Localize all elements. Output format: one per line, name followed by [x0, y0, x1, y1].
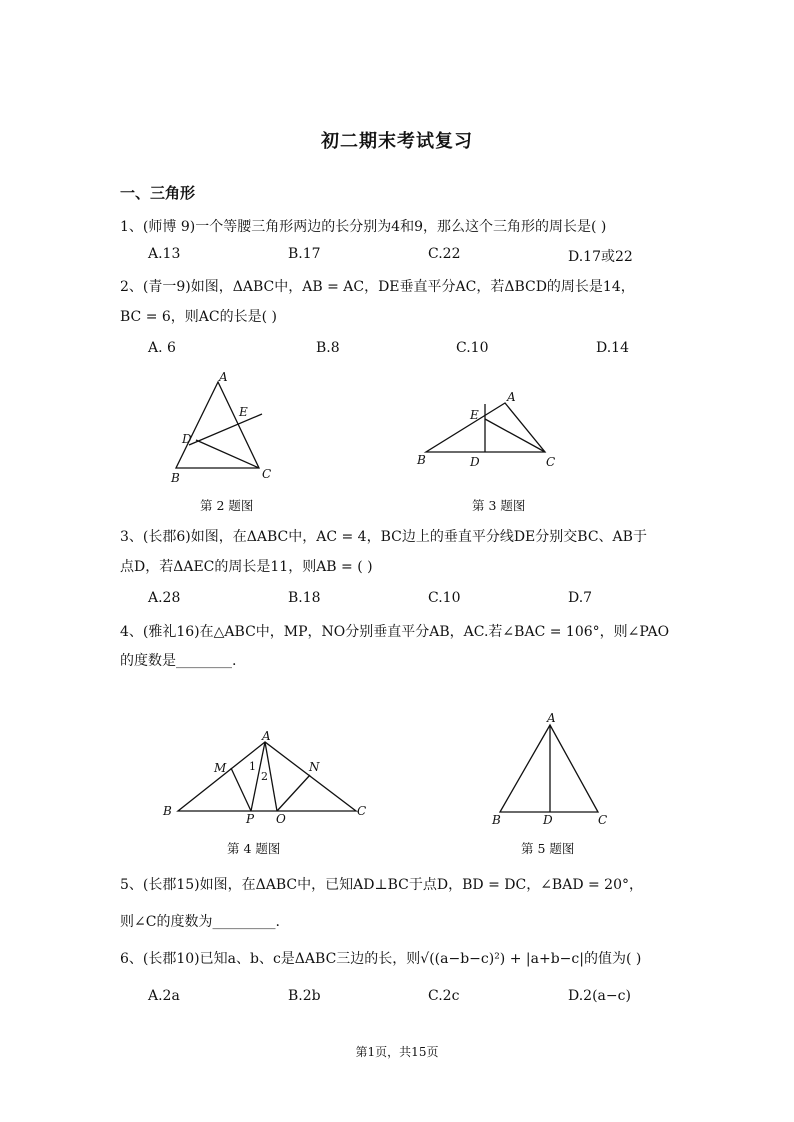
fig2-label-b: B	[171, 471, 180, 485]
q3-option-a: A.28	[148, 590, 181, 606]
fig4-label-b: B	[163, 804, 172, 818]
question-4-line2: 的度数是________.	[120, 653, 237, 669]
fig4-label-o: O	[276, 812, 286, 826]
fig4-label-m: M	[214, 761, 227, 775]
q6-option-d: D.2(a−c)	[568, 988, 631, 1004]
q3-option-d: D.7	[568, 590, 593, 606]
question-3-line1: 3、(长郡6)如图，在ΔABC中，AC = 4，BC边上的垂直平分线DE分别交BC、AB于	[120, 529, 647, 545]
fig5-triangle	[500, 725, 598, 812]
q3-option-b: B.18	[288, 590, 321, 606]
fig3-label-e: E	[470, 408, 479, 422]
question-2-line1: 2、(青一9)如图，ΔABC中，AB = AC，DE垂直平分AC，若ΔBCD的周长是14，	[120, 279, 635, 295]
q1-option-b: B.17	[288, 246, 321, 262]
fig4-label-p: P	[246, 812, 255, 826]
fig2-label-e: E	[239, 405, 248, 419]
fig5-caption: 第 5 题图	[521, 841, 575, 856]
section-heading: 一、三角形	[120, 184, 196, 202]
fig4-caption: 第 4 题图	[227, 841, 281, 856]
q2-option-b: B.8	[316, 340, 340, 356]
fig4-label-n: N	[309, 760, 320, 774]
fig2-label-c: C	[262, 467, 272, 481]
fig4-label-2: 2	[261, 770, 268, 783]
fig5-label-b: B	[492, 813, 501, 827]
page-footer: 第1页，共15页	[355, 1045, 439, 1059]
question-4-line1: 4、(雅礼16)在△ABC中，MP，NO分别垂直平分AB，AC.若∠BAC = 106°，则∠PAO	[120, 624, 670, 640]
fig3-caption: 第 3 题图	[472, 498, 526, 513]
fig3-label-c: C	[546, 455, 556, 469]
fig4-label-a: A	[262, 729, 271, 743]
q2-option-a: A. 6	[148, 340, 176, 356]
q1-option-c: C.22	[428, 246, 461, 262]
q2-option-d: D.14	[596, 340, 629, 356]
fig2-caption: 第 2 题图	[200, 498, 254, 513]
q6-option-b: B.2b	[288, 988, 321, 1004]
question-5-line2: 则∠C的度数为_________.	[120, 914, 280, 930]
fig3-label-d: D	[470, 455, 480, 469]
fig2-label-d: D	[182, 432, 192, 446]
fig4-label-c: C	[357, 804, 367, 818]
fig3-label-b: B	[417, 453, 426, 467]
fig5-label-c: C	[598, 813, 608, 827]
question-5-line1: 5、(长郡15)如图，在ΔABC中，已知AD⊥BC于点D，BD = DC，∠BAD = 20°，	[120, 877, 643, 893]
fig5-label-a: A	[547, 711, 556, 725]
q2-option-c: C.10	[456, 340, 489, 356]
question-6: 6、(长郡10)已知a、b、c是ΔABC三边的长，则√((a−b−c)²) + |a+b−c|的值为( )	[120, 951, 642, 967]
q6-option-c: C.2c	[428, 988, 460, 1004]
fig3-label-a: A	[507, 390, 516, 404]
q1-option-a: A.13	[148, 246, 181, 262]
q1-option-d: D.17或22	[568, 249, 633, 265]
q6-option-a: A.2a	[148, 988, 180, 1004]
fig4-label-1: 1	[249, 760, 256, 773]
fig2-label-a: A	[219, 370, 228, 384]
page-title: 初二期末考试复习	[321, 131, 473, 152]
q3-option-c: C.10	[428, 590, 461, 606]
fig5-label-d: D	[543, 813, 553, 827]
question-2-line2: BC = 6，则AC的长是( )	[120, 309, 277, 325]
question-3-line2: 点D，若ΔAEC的周长是11，则AB = ( )	[120, 559, 373, 575]
question-1: 1、(师博 9)一个等腰三角形两边的长分别为4和9，那么这个三角形的周长是( )	[120, 219, 607, 235]
